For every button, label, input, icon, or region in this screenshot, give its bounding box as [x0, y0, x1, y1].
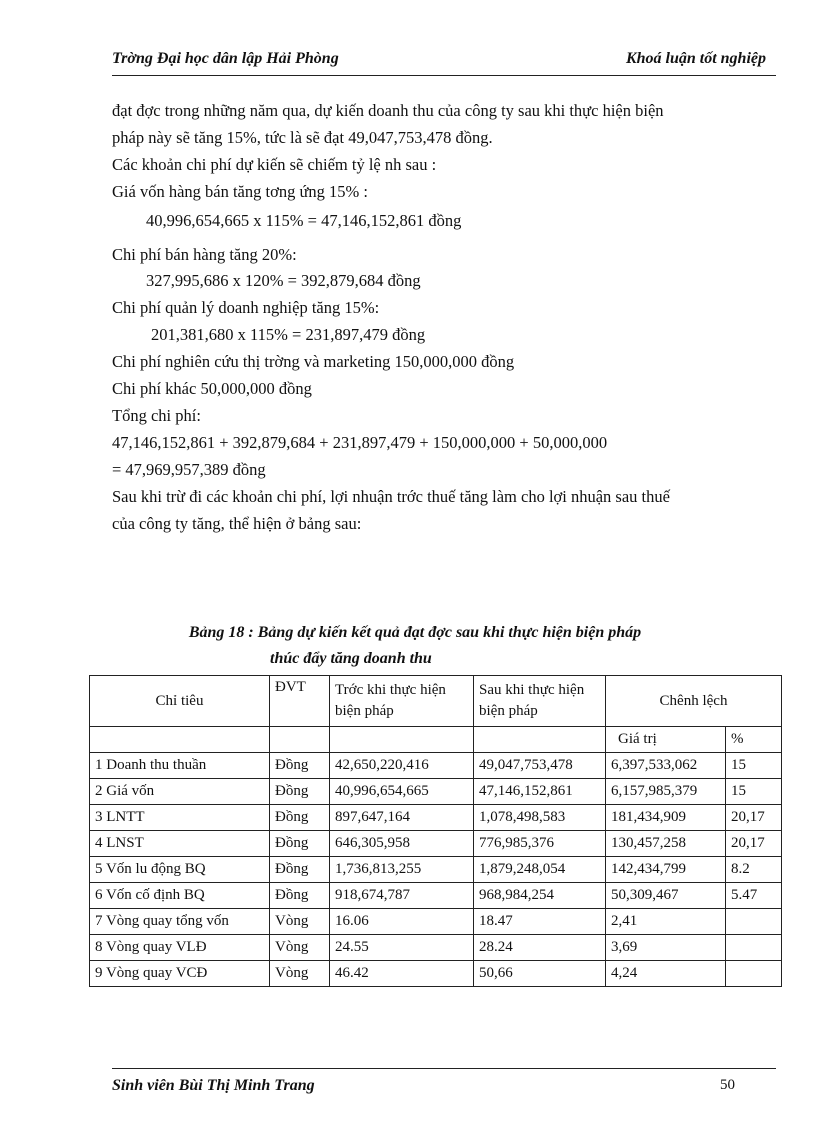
cell-percent	[726, 961, 782, 987]
body-line: Giá vốn hàng bán tăng tơng ứng 15% :	[112, 182, 368, 201]
cell-sau: 776,985,376	[474, 831, 606, 857]
cell-truoc: 918,674,787	[330, 883, 474, 909]
body-line: Tổng chi phí:	[112, 406, 201, 425]
cell-gia-tri: 6,157,985,379	[606, 779, 726, 805]
body-line: Chi phí bán hàng tăng 20%:	[112, 245, 297, 264]
cell-percent: 15	[726, 779, 782, 805]
table-row	[90, 935, 782, 961]
cell-sau: 1,078,498,583	[474, 805, 606, 831]
cell-dvt: Vòng	[270, 961, 330, 987]
cell-gia-tri: 181,434,909	[606, 805, 726, 831]
cell-truoc: 646,305,958	[330, 831, 474, 857]
col-header-chenh-lech: Chênh lệch	[606, 676, 782, 727]
cell-dvt: Đồng	[270, 779, 330, 805]
table-row	[90, 805, 782, 831]
header-doc-type: Khoá luận tốt nghiệp	[625, 50, 766, 67]
table-row	[90, 857, 782, 883]
cell-dvt: Đồng	[270, 805, 330, 831]
body-line: 47,146,152,861 + 392,879,684 + 231,897,479 + 150,000,000 + 50,000,000	[112, 433, 608, 452]
body-line: Chi phí quản lý doanh nghiệp tăng 15%:	[112, 298, 380, 317]
body-line: pháp này sẽ tăng 15%, tức là sẽ đạt 49,047,753,478 đồng.	[112, 128, 493, 147]
page-number: 50	[720, 1077, 735, 1093]
cell-chi-tieu: 2 Giá vốn	[90, 779, 270, 805]
body-line: đạt đợc trong những năm qua, dự kiến doanh thu của công ty sau khi thực hiện biện	[112, 101, 664, 120]
footer-student: Sinh viên Bùi Thị Minh Trang	[112, 1077, 315, 1094]
table-row	[90, 753, 782, 779]
table-title: Bảng 18 : Bảng dự kiến kết quả đạt đợc sau khi thực hiện biện pháp	[188, 624, 642, 641]
table-row	[90, 779, 782, 805]
cell-truoc: 42,650,220,416	[330, 753, 474, 779]
cell-gia-tri: 3,69	[606, 935, 726, 961]
body-line: Chi phí nghiên cứu thị trờng và marketing 150,000,000 đồng	[112, 352, 515, 371]
header-divider	[112, 75, 776, 76]
cell-chi-tieu: 6 Vốn cố định BQ	[90, 883, 270, 909]
cell-chi-tieu: 1 Doanh thu thuần	[90, 753, 270, 779]
cell-gia-tri: 142,434,799	[606, 857, 726, 883]
cell-sau: 968,984,254	[474, 883, 606, 909]
table-row	[90, 961, 782, 987]
col-header-gia-tri: Giá trị	[606, 727, 726, 753]
header-school: Trờng Đại học dân lập Hải Phòng	[112, 50, 339, 67]
cell-chi-tieu: 9 Vòng quay VCĐ	[90, 961, 270, 987]
cell-sau: 1,879,248,054	[474, 857, 606, 883]
cell-percent: 15	[726, 753, 782, 779]
table-body	[90, 753, 782, 987]
cell-truoc: 40,996,654,665	[330, 779, 474, 805]
cell-dvt: Đồng	[270, 753, 330, 779]
table-subtitle: thúc đẩy tăng doanh thu	[270, 650, 432, 667]
body-line: Sau khi trừ đi các khoản chi phí, lợi nhuận trớc thuế tăng làm cho lợi nhuận sau thuế	[112, 487, 670, 506]
body-line: = 47,969,957,389 đồng	[112, 460, 266, 479]
cell-chi-tieu: 4 LNST	[90, 831, 270, 857]
body-line: Các khoản chi phí dự kiến sẽ chiếm tỷ lệ nh sau :	[112, 155, 437, 174]
cell-gia-tri: 4,24	[606, 961, 726, 987]
cell-sau: 47,146,152,861	[474, 779, 606, 805]
table-row	[90, 883, 782, 909]
cell-chi-tieu: 5 Vốn lu động BQ	[90, 857, 270, 883]
cell-percent	[726, 909, 782, 935]
col-header-sau: Sau khi thực hiện biện pháp	[474, 676, 606, 727]
cell-dvt: Đồng	[270, 857, 330, 883]
cell-chi-tieu: 8 Vòng quay VLĐ	[90, 935, 270, 961]
table-row	[90, 909, 782, 935]
cell-truoc: 46.42	[330, 961, 474, 987]
cell-dvt: Đồng	[270, 831, 330, 857]
cell-truoc: 24.55	[330, 935, 474, 961]
cell-truoc: 897,647,164	[330, 805, 474, 831]
body-line: 40,996,654,665 x 115% = 47,146,152,861 đồng	[146, 211, 462, 230]
col-header-percent: %	[726, 727, 782, 753]
cell-gia-tri: 6,397,533,062	[606, 753, 726, 779]
cell-dvt: Vòng	[270, 935, 330, 961]
cell-truoc: 1,736,813,255	[330, 857, 474, 883]
table-header-row	[90, 676, 782, 727]
cell-sau: 18.47	[474, 909, 606, 935]
cell-gia-tri: 50,309,467	[606, 883, 726, 909]
body-line: 327,995,686 x 120% = 392,879,684 đồng	[146, 271, 421, 290]
cell-gia-tri: 130,457,258	[606, 831, 726, 857]
results-table	[89, 675, 782, 987]
cell-dvt: Đồng	[270, 883, 330, 909]
cell-percent: 20,17	[726, 805, 782, 831]
cell-gia-tri: 2,41	[606, 909, 726, 935]
cell-sau: 50,66	[474, 961, 606, 987]
table-row	[90, 831, 782, 857]
cell-chi-tieu: 3 LNTT	[90, 805, 270, 831]
cell-sau: 28.24	[474, 935, 606, 961]
cell-sau: 49,047,753,478	[474, 753, 606, 779]
cell-percent: 8.2	[726, 857, 782, 883]
cell-percent: 5.47	[726, 883, 782, 909]
cell-dvt: Vòng	[270, 909, 330, 935]
col-header-dvt: ĐVT	[270, 676, 330, 727]
footer-divider	[112, 1068, 776, 1069]
cell-chi-tieu: 7 Vòng quay tổng vốn	[90, 909, 270, 935]
cell-percent	[726, 935, 782, 961]
body-line: của công ty tăng, thể hiện ở bảng sau:	[112, 514, 362, 533]
body-line: Chi phí khác 50,000,000 đồng	[112, 379, 312, 398]
body-line: 201,381,680 x 115% = 231,897,479 đồng	[151, 325, 426, 344]
col-header-chi-tieu: Chỉ tiêu	[90, 676, 270, 727]
cell-percent: 20,17	[726, 831, 782, 857]
cell-truoc: 16.06	[330, 909, 474, 935]
col-header-truoc: Trớc khi thực hiện biện pháp	[330, 676, 474, 727]
page-header	[112, 50, 774, 74]
table-subheader-row	[90, 727, 782, 753]
